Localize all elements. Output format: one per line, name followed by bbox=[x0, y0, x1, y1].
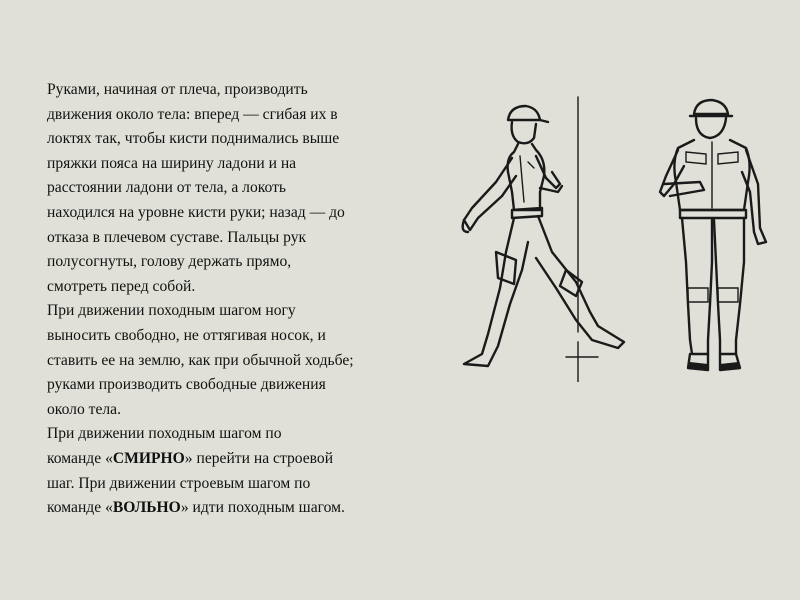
text-line: расстоянии ладони от тела, а локоть bbox=[47, 179, 287, 197]
text-line: движения около тела: вперед — сгибая их в bbox=[47, 105, 338, 123]
paragraph-arm-movement bbox=[47, 78, 442, 299]
text-line: » перейти на строевой bbox=[184, 449, 334, 467]
paragraph-commands bbox=[47, 422, 442, 520]
paragraph-marching-step bbox=[47, 299, 442, 422]
text-line: локтях так, чтобы кисти поднимались выше bbox=[47, 130, 340, 148]
text-line: шаг. При движении строевым шагом по bbox=[47, 474, 311, 492]
command-volno: ВОЛЬНО bbox=[112, 499, 181, 517]
text-line: отказа в плечевом суставе. Пальцы рук bbox=[47, 228, 307, 246]
standing-soldier-illustration bbox=[650, 92, 775, 382]
text-line: При движении походным шагом по bbox=[47, 425, 282, 443]
walking-soldier-illustration bbox=[448, 92, 633, 382]
text-line: команде « bbox=[47, 449, 113, 467]
text-line: руками производить свободные движения bbox=[47, 376, 326, 394]
text-line: выносить свободно, не оттягивая носок, и bbox=[47, 326, 326, 344]
body-text bbox=[47, 78, 442, 521]
text-line: находился на уровне кисти руки; назад — до bbox=[47, 203, 345, 221]
text-line: При движении походным шагом ногу bbox=[47, 302, 296, 320]
text-line: около тела. bbox=[47, 400, 121, 418]
text-line: ставить ее на землю, как при обычной ходьбе; bbox=[47, 351, 354, 369]
command-smirno: СМИРНО bbox=[112, 449, 185, 467]
text-line: » идти походным шагом. bbox=[180, 499, 345, 517]
text-line: Руками, начиная от плеча, производить bbox=[47, 81, 308, 98]
text-line: пряжки пояса на ширину ладони и на bbox=[47, 154, 297, 172]
text-line: команде « bbox=[47, 499, 113, 517]
text-line: смотреть перед собой. bbox=[47, 277, 196, 295]
text-line: полусогнуты, голову держать прямо, bbox=[47, 253, 292, 271]
